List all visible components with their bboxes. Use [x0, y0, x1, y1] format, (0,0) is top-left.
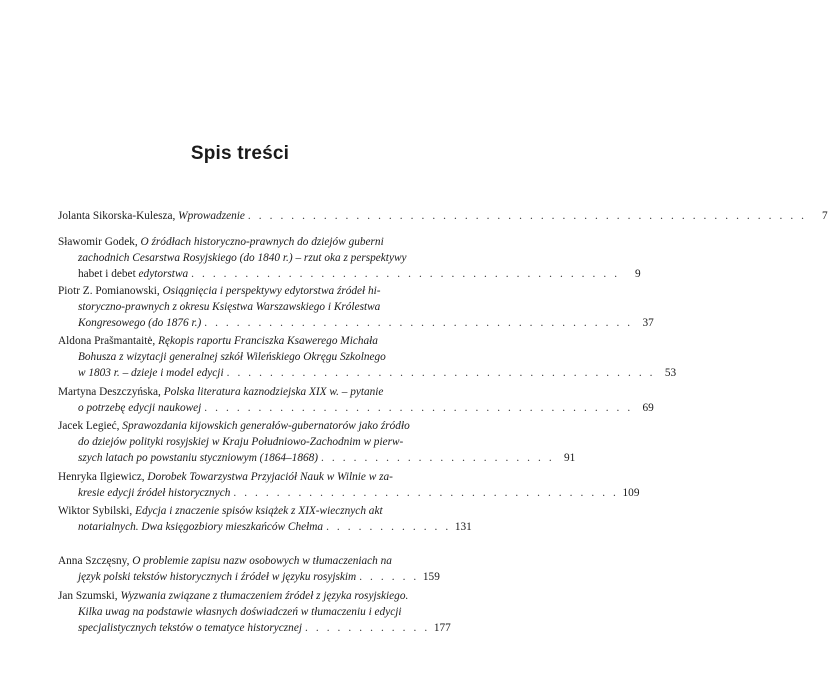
entry-title-line: Kongresowego (do 1876 r.) [78, 317, 202, 330]
leader-dots: . . . . . . . . . . . . . . . . . . . . . . [321, 452, 555, 465]
entry-author: Aldona Prašmantaitė, [58, 335, 156, 347]
entry-page-number: 69 [642, 402, 654, 415]
entry-title-line: Dorobek Towarzystwa Przyjaciół Nauk w Wilnie w za- [147, 471, 393, 483]
leader-dots: . . . . . . . . . . . . [326, 521, 451, 534]
entry-title-line: storyczno-prawnych z okresu Księstwa Warszawskiego i Królestwa [78, 301, 381, 314]
entry-page-number: 109 [622, 487, 640, 500]
entry-title-line: kresie edycji źródeł historycznych [78, 487, 231, 500]
entry-title-line: zachodnich Cesarstwa Rosyjskiego (do 1840 r.) – rzut oka z perspektywy [78, 252, 407, 265]
entry-title-line: specjalistycznych tekstów o tematyce historycznej [78, 622, 302, 635]
entry-author: Jan Szumski, [58, 590, 118, 602]
toc-entry [58, 384, 654, 416]
entry-page-number: 159 [422, 571, 440, 584]
leader-dots: . . . . . . . . . . . . . . . . . . . . . . . . . . . . . . . . . . . . . . . . [226, 367, 656, 380]
entry-title-prefix: habet i debet [78, 268, 136, 281]
entry-title-line: Osiągnięcia i perspektywy edytorstwa źródeł hi- [162, 285, 381, 297]
entry-title-line: notarialnych. Dwa księgozbiory mieszkańców Chełma [78, 521, 324, 534]
toc-entry [58, 208, 828, 224]
entry-title-line: Wyzwania związane z tłumaczeniem źródeł z języka rosyjskiego. [120, 590, 409, 602]
leader-dots: . . . . . . . . . . . . . . . . . . . . . . . . . . . . . . . . . . . . . . . . [204, 317, 633, 330]
entry-title-line: Rękopis raportu Franciszka Ksawerego Michała [158, 335, 378, 347]
leader-dots: . . . . . . [359, 571, 419, 584]
toc-entry [58, 283, 654, 331]
toc-entry [58, 333, 677, 381]
entry-title-line: Polska literatura kaznodziejska XIX w. – pytanie [163, 386, 384, 398]
entry-title-line: O problemie zapisu nazw osobowych w tłumaczeniach na [132, 555, 392, 567]
leader-dots: . . . . . . . . . . . . [305, 622, 430, 635]
entry-author: Anna Szczęsny, [58, 555, 130, 567]
leader-dots: . . . . . . . . . . . . . . . . . . . . . . . . . . . . . . . . . . . . . . . . [204, 402, 633, 415]
leader-dots: . . . . . . . . . . . . . . . . . . . . . . . . . . . . . . . . . . . . [233, 487, 619, 500]
toc-entry [58, 553, 440, 585]
entry-page-number: 7 [821, 210, 828, 222]
entry-page-number: 91 [564, 452, 576, 465]
toc-entry [58, 503, 472, 535]
entry-title: Wprowadzenie [178, 210, 245, 222]
entry-page-number: 37 [642, 317, 654, 330]
toc-entry [58, 418, 576, 466]
entry-page-number: 131 [454, 521, 472, 534]
entry-author: Jolanta Sikorska-Kulesza, [58, 210, 176, 222]
entry-author: Jacek Legieć, [58, 420, 120, 432]
leader-dots: . . . . . . . . . . . . . . . . . . . . . . . . . . . . . . . . . . . . . . . . . . . . . . . . . . . . [247, 210, 807, 222]
entry-author: Piotr Z. Pomianowski, [58, 285, 160, 297]
entry-title-line: Edycja i znaczenie spisów książek z XIX-wiecznych akt [135, 505, 383, 517]
entry-title-line: Bohusza z wizytacji generalnej szkół Wileńskiego Okręgu Szkolnego [78, 351, 386, 364]
entry-title-line: w 1803 r. – dzieje i model edycji [78, 367, 224, 380]
entry-author: Henryka Ilgiewicz, [58, 471, 145, 483]
entry-title-line: szych latach po powstaniu styczniowym (1864–1868) [78, 452, 319, 465]
toc-entry [58, 469, 640, 501]
entry-title-line: Sprawozdania kijowskich generałów-gubernatorów jako źródło [122, 420, 410, 432]
entry-title-line: edytorstwa [138, 268, 189, 281]
entry-title-line: Kilka uwag na podstawie własnych doświadczeń w tłumaczeniu i edycji [78, 606, 402, 619]
toc-entry [58, 234, 641, 282]
entry-title-line: język polski tekstów historycznych i źródeł w języku rosyjskim [78, 571, 357, 584]
leader-dots: . . . . . . . . . . . . . . . . . . . . . . . . . . . . . . . . . . . . . . . . [191, 268, 620, 281]
entry-author: Wiktor Sybilski, [58, 505, 133, 517]
entry-page-number: 177 [433, 622, 451, 635]
entry-author: Sławomir Godek, [58, 236, 138, 248]
entry-title-line: o potrzebę edycji naukowej [78, 402, 202, 415]
entry-author: Martyna Deszczyńska, [58, 386, 161, 398]
entry-page-number: 53 [664, 367, 677, 380]
toc-entry [58, 588, 451, 636]
entry-title-line: do dziejów polityki rosyjskiej w Kraju Południowo-Zachodnim w pierw- [78, 436, 404, 449]
page-title: Spis treści [190, 143, 290, 164]
entry-page-number: 9 [635, 268, 641, 281]
entry-title-line: O źródłach historyczno-prawnych do dziejów guberni [140, 236, 384, 248]
